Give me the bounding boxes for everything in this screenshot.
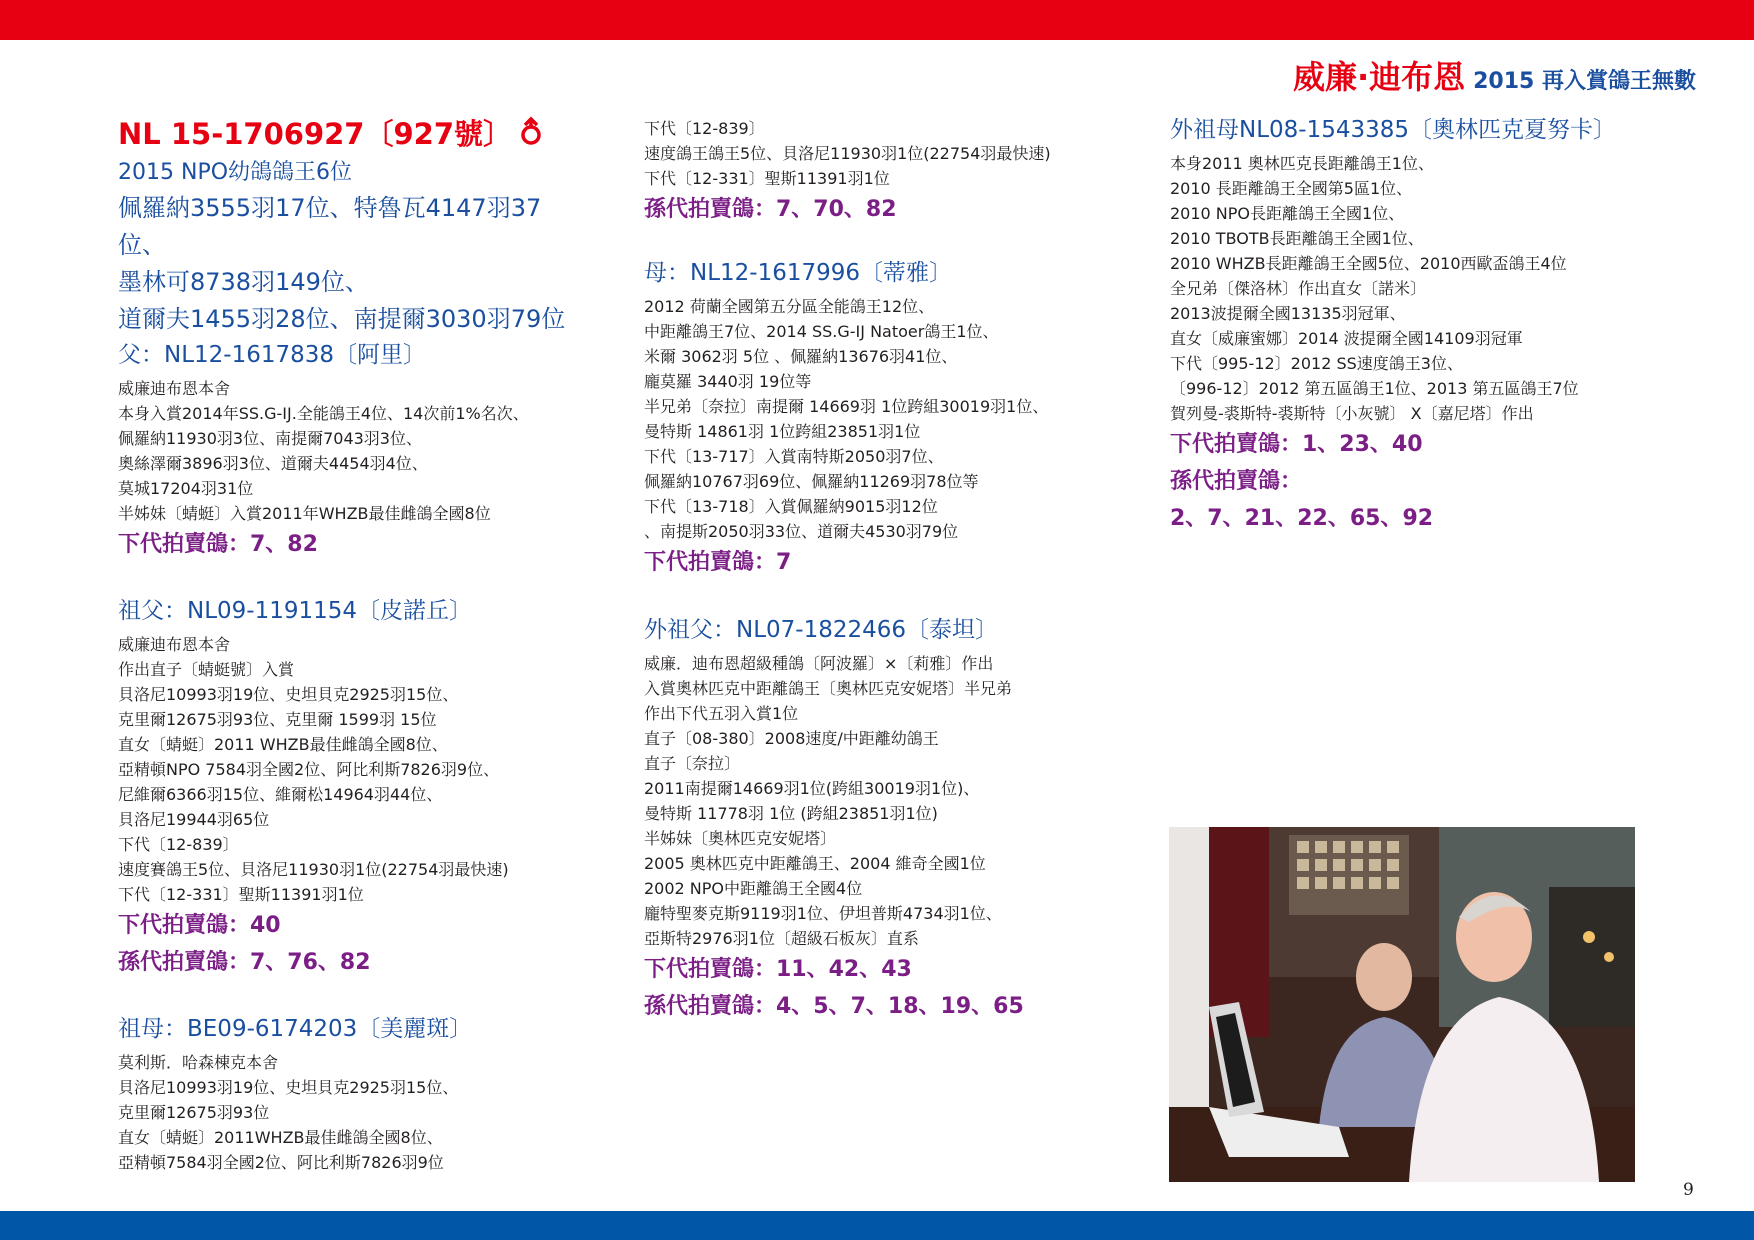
father-line: 半姊妹〔蜻蜓〕入賞2011年WHZB最佳雌鴿全國8位 [118,504,491,523]
maternal-grandmother-line: 下代〔995-12〕2012 SS速度鴿王3位、 [1170,354,1463,373]
grandmother-section [118,1012,588,1175]
grandfather-line: 直女〔蜻蜓〕2011 WHZB最佳雌鴿全國8位、 [118,735,448,754]
mother-line: 2012 荷蘭全國第五分區全能鴿王12位、 [644,297,935,316]
bird-title-row [118,114,588,156]
mother-line: 曼特斯 14861羽 1位跨組23851羽1位 [644,422,921,441]
breeder-photo [1169,827,1635,1182]
maternal-grandfather-auction: 下代拍賣鴿：11、42、43 [644,957,912,982]
mother-title: 母：NL12-1617996〔蒂雅〕 [644,260,953,286]
maternal-grandmother-line: 2010 TBOTB長距離鴿王全國1位、 [1170,229,1424,248]
maternal-grandmother-line: 2010 NPO長距離鴿王全國1位、 [1170,204,1405,223]
grandfather-line: 作出直子〔蜻蜓號〕入賞 [118,660,295,679]
grandmother-line: 克里爾12675羽93位 [118,1103,270,1122]
grandmother-line: 貝洛尼10993羽19位、史坦貝克2925羽15位、 [118,1078,459,1097]
maternal-grandfather-line: 入賞奧林匹克中距離鴿王〔奧林匹克安妮塔〕半兄弟 [644,679,1013,698]
mother-line: 下代〔13-718〕入賞佩羅納9015羽12位 [644,497,938,516]
maternal-grandmother-line: 直女〔威廉蜜娜〕2014 波提爾全國14109羽冠軍 [1170,329,1523,348]
father-line: 莫城17204羽31位 [118,479,254,498]
maternal-grandfather-line: 直子〔奈拉〕 [644,754,741,773]
grandmother-line: 亞精頓7584羽全國2位、阿比利斯7826羽9位 [118,1153,444,1172]
mother-line: 米爾 3062羽 5位 、佩羅納13676羽41位、 [644,347,958,366]
maternal-grandmother-line: 本身2011 奧林匹克長距離鴿王1位、 [1170,154,1434,173]
maternal-grandfather-line: 威廉．迪布恩超級種鴿〔阿波羅〕×〔莉雅〕作出 [644,654,994,673]
maternal-grandmother-line: 全兄弟〔傑洛林〕作出直女〔諾米〕 [1170,279,1427,298]
mother-line: 佩羅納10767羽69位、佩羅納11269羽78位等 [644,472,979,491]
grandfather-line: 克里爾12675羽93位、克里爾 1599羽 15位 [118,710,437,729]
bird-line: 道爾夫1455羽28位、南提爾3030羽79位 [118,305,566,333]
maternal-grandfather-title: 外祖父：NL07-1822466〔泰坦〕 [644,617,999,643]
grandfather-line: 速度賽鴿王5位、貝洛尼11930羽1位(22754羽最快速) [118,860,509,879]
maternal-grandfather-line: 直子〔08-380〕2008速度/中距離幼鴿王 [644,729,939,748]
col2-top-section [644,116,1144,228]
maternal-grandmother-line: 〔996-12〕2012 第五區鴿王1位、2013 第五區鴿王7位 [1170,379,1579,398]
maternal-grandfather-line: 2005 奧林匹克中距離鴿王、2004 維奇全國1位 [644,854,986,873]
maternal-grandmother-auction: 2、7、21、22、65、92 [1170,506,1434,531]
col2-top-auction: 孫代拍賣鴿：7、70、82 [644,197,897,222]
maternal-grandfather-line: 亞斯特2976羽1位〔超級石板灰〕直系 [644,929,919,948]
bird-title: NL 15-1706927〔927號〕 [118,117,513,151]
maternal-grandfather-auction: 孫代拍賣鴿：4、5、7、18、19、65 [644,994,1024,1019]
father-line: 威廉迪布恩本舍 [118,379,231,398]
grandmother-line: 直女〔蜻蜓〕2011WHZB最佳雌鴿全國8位、 [118,1128,443,1147]
grandfather-auction: 孫代拍賣鴿：7、76、82 [118,950,371,975]
grandfather-line: 尼維爾6366羽15位、維爾松14964羽44位、 [118,785,443,804]
grandfather-line: 亞精頓NPO 7584羽全國2位、阿比利斯7826羽9位、 [118,760,500,779]
grandmother-title: 祖母：BE09-6174203〔美麗斑〕 [118,1016,473,1042]
mother-line: 中距離鴿王7位、2014 SS.G-IJ Natoer鴿王1位、 [644,322,999,341]
mother-line: 龐莫羅 3440羽 19位等 [644,372,812,391]
father-line: 本身入賞2014年SS.G-IJ.全能鴿王4位、14次前1%名次、 [118,404,529,423]
maternal-grandmother-auction: 孫代拍賣鴿： [1170,469,1303,494]
male-symbol-icon [518,116,544,156]
grandmother-line: 莫利斯．哈森棟克本舍 [118,1053,279,1072]
page-header [1293,52,1696,98]
maternal-grandfather-line: 2011南提爾14669羽1位(跨組30019羽1位)、 [644,779,980,798]
header-subtitle: 2015 再入賞鴿王無數 [1473,69,1696,94]
page-number: 9 [1683,1180,1694,1200]
maternal-grandfather-line: 作出下代五羽入賞1位 [644,704,799,723]
bird-line: 墨林可8738羽149位、 [118,268,369,296]
maternal-grandfather-section [644,613,1144,1025]
father-section [118,338,588,563]
mother-section [644,256,1144,581]
grandfather-line: 下代〔12-331〕聖斯11391羽1位 [118,885,364,904]
maternal-grandmother-line: 2010 長距離鴿王全國第5區1位、 [1170,179,1413,198]
mother-line: 半兄弟〔奈拉〕南提爾 14669羽 1位跨組30019羽1位、 [644,397,1049,416]
father-line: 奧絲澤爾3896羽3位、道爾夫4454羽4位、 [118,454,428,473]
col2-top-line: 下代〔12-839〕 [644,119,765,138]
maternal-grandfather-line: 龐特聖麥克斯9119羽1位、伊坦普斯4734羽1位、 [644,904,1002,923]
col2-top-line: 速度鴿王鴿王5位、貝洛尼11930羽1位(22754羽最快速) [644,144,1051,163]
maternal-grandmother-line: 2013波提爾全國13135羽冠軍、 [1170,304,1406,323]
grandfather-auction: 下代拍賣鴿：40 [118,913,281,938]
top-red-band [0,0,1754,40]
maternal-grandmother-section [1170,113,1670,537]
maternal-grandfather-line: 曼特斯 11778羽 1位 (跨組23851羽1位) [644,804,938,823]
maternal-grandmother-title: 外祖母NL08-1543385〔奧林匹克夏努卡〕 [1170,117,1617,143]
bird-line: 2015 NPO幼鴿鴿王6位 [118,160,353,185]
bird-section [118,114,588,338]
mother-line: 、南提斯2050羽33位、道爾夫4530羽79位 [644,522,959,541]
col2-top-line: 下代〔12-331〕聖斯11391羽1位 [644,169,890,188]
grandfather-title: 祖父：NL09-1191154〔皮諾丘〕 [118,598,473,624]
bird-line: 佩羅納3555羽17位、特魯瓦4147羽37位、 [118,194,542,259]
father-title: 父：NL12-1617838〔阿里〕 [118,342,427,368]
maternal-grandmother-auction: 下代拍賣鴿：1、23、40 [1170,432,1423,457]
mother-auction: 下代拍賣鴿：7 [644,550,792,575]
maternal-grandmother-line: 賀列曼-裘斯特-裘斯特〔小灰號〕 X〔嘉尼塔〕作出 [1170,404,1534,423]
maternal-grandmother-line: 2010 WHZB長距離鴿王全國5位、2010西歐盃鴿王4位 [1170,254,1567,273]
grandfather-line: 貝洛尼19944羽65位 [118,810,270,829]
grandfather-line: 貝洛尼10993羽19位、史坦貝克2925羽15位、 [118,685,459,704]
breeder-name: 威廉·迪布恩 [1292,58,1466,96]
grandfather-line: 威廉迪布恩本舍 [118,635,231,654]
father-line: 佩羅納11930羽3位、南提爾7043羽3位、 [118,429,422,448]
father-auction: 下代拍賣鴿：7、82 [118,532,318,557]
maternal-grandfather-line: 半姊妹〔奧林匹克安妮塔〕 [644,829,837,848]
grandfather-line: 下代〔12-839〕 [118,835,239,854]
mother-line: 下代〔13-717〕入賞南特斯2050羽7位、 [644,447,944,466]
grandfather-section [118,594,588,981]
maternal-grandfather-line: 2002 NPO中距離鴿王全國4位 [644,879,863,898]
bottom-blue-band [0,1211,1754,1240]
